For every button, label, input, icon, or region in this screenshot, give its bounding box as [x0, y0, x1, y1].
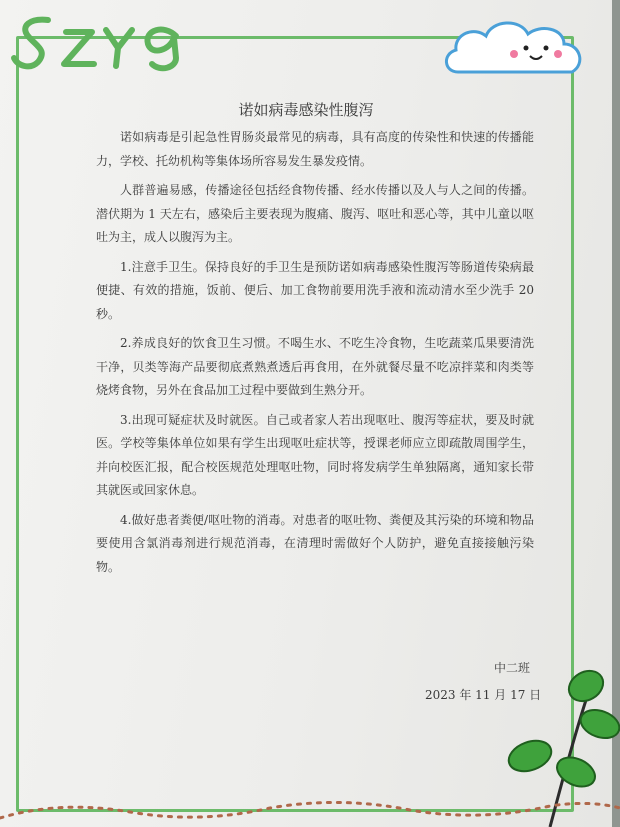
- signature-class: 中二班: [494, 661, 531, 675]
- paragraph-disinfection: 4.做好患者粪便/呕吐物的消毒。对患者的呕吐物、粪便及其污染的环境和物品要使用含氯消毒剂进行规范消毒，在清理时需做好个人防护，避免直接接触污染物。: [96, 512, 534, 574]
- paragraph-seek-medical: 3.出现可疑症状及时就医。自己或者家人若出现呕吐、腹泻等症状，要及时就医。学校等集体单位如果有学生出现呕吐症状等，授课老师应立即疏散周围学生，并向校医汇报，配合校医规范处理呕吐物，同时将发病学生单独隔离，通知家长带其就医或回家休息。: [96, 412, 534, 497]
- paragraph-transmission: 人群普遍易感，传播途径包括经食物传播、经水传播以及人与人之间的传播。潜伏期为 1 天左右，感染后主要表现为腹痛、腹泻、呕吐和恶心等，其中儿童以呕吐为主，成人以腹泻为主。: [96, 183, 534, 244]
- document-title: 诺如病毒感染性腹泻: [238, 101, 374, 119]
- document-date: 2023 年 11 月 17 日: [425, 688, 542, 702]
- smiling-cloud-drawing: [440, 14, 590, 84]
- paragraph-hand-hygiene: 1.注意手卫生。保持良好的手卫生是预防诺如病毒感染性腹泻等肠道传染病最便捷、有效的措施，饭前、便后、加工食物前要用洗手液和流动清水至少洗手 20 秒。: [96, 259, 534, 321]
- paragraph-intro: 诺如病毒是引起急性胃肠炎最常见的病毒，具有高度的传染性和快速的传播能力，学校、托幼机构等集体场所容易发生暴发疫情。: [96, 130, 534, 168]
- paragraph-food-hygiene: 2.养成良好的饮食卫生习惯。不喝生水、不吃生冷食物，生吃蔬菜瓜果要清洗干净，贝类等海产品要彻底煮熟煮透后再食用，在外就餐尽量不吃凉拌菜和肉类等烧烤食物，另外在食品加工过程中要做到生熟分开。: [96, 336, 534, 397]
- dotted-hills-border: [0, 796, 620, 827]
- handwritten-szyg-doodle: [8, 6, 188, 72]
- document-body: [96, 126, 534, 585]
